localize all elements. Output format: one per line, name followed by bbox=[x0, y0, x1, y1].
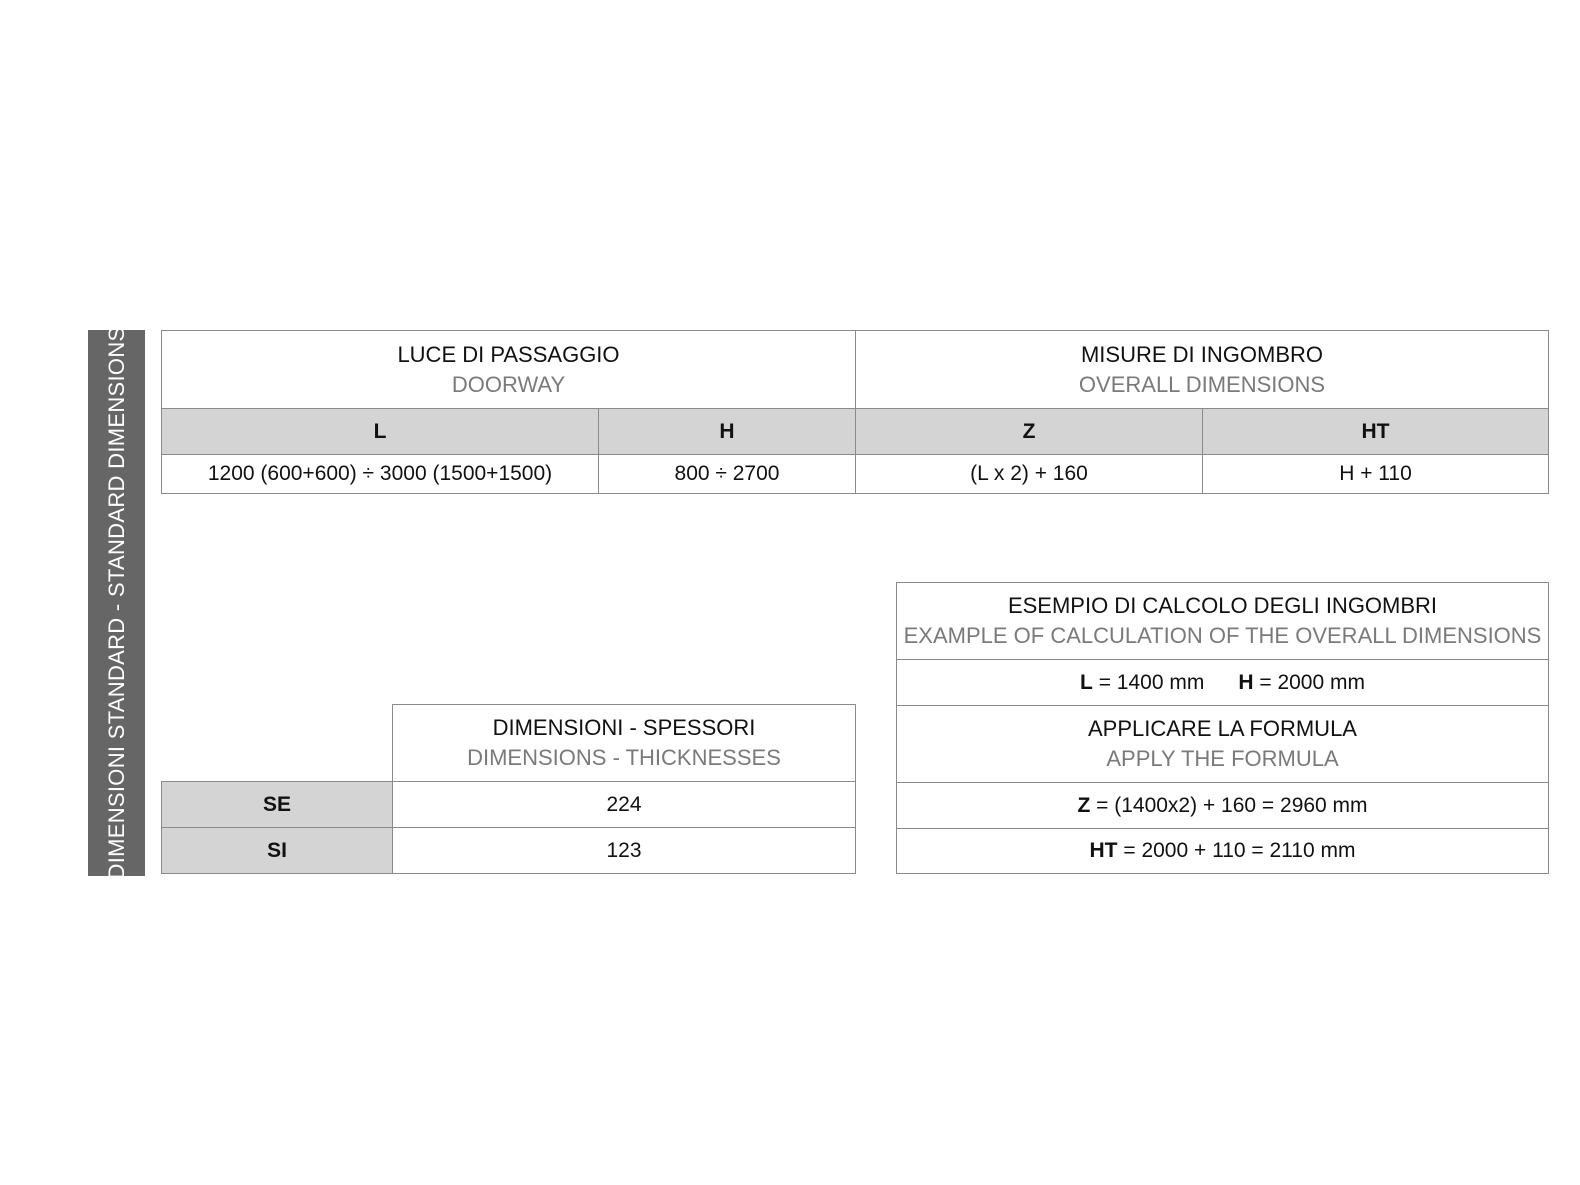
result-ht: HT = 2000 + 110 = 2110 mm bbox=[1089, 839, 1356, 862]
sidebar-banner bbox=[88, 326, 145, 880]
thickness-row-value: 123 bbox=[606, 838, 642, 862]
thickness-header-cell bbox=[393, 705, 855, 781]
thickness-table-header bbox=[392, 704, 856, 782]
column-header-h: H bbox=[599, 409, 856, 455]
value-h: 800 ÷ 2700 bbox=[599, 455, 856, 493]
sidebar-label: DIMENSIONI STANDARD - STANDARD DIMENSIONS bbox=[103, 326, 129, 880]
input-l: L = 1400 mm bbox=[1080, 670, 1205, 694]
thickness-table bbox=[161, 781, 856, 874]
thickness-subtitle: DIMENSIONS - THICKNESSES bbox=[467, 745, 781, 770]
input-h: H = 2000 mm bbox=[1238, 670, 1365, 694]
thickness-row-value: 224 bbox=[393, 782, 855, 828]
doorway-title: LUCE DI PASSAGGIO bbox=[397, 341, 620, 367]
column-header-ht: HT bbox=[1203, 409, 1548, 455]
example-inputs-row bbox=[897, 660, 1548, 706]
result-z: Z = (1400x2) + 160 = 2960 mm bbox=[897, 783, 1548, 829]
example-title: ESEMPIO DI CALCOLO DEGLI INGOMBRI bbox=[1007, 593, 1438, 618]
doorway-subtitle: DOORWAY bbox=[451, 371, 566, 397]
doorway-header bbox=[162, 331, 856, 409]
formula-header bbox=[897, 706, 1548, 783]
column-header-l: L bbox=[162, 409, 599, 455]
value-ht: H + 110 bbox=[1339, 462, 1412, 485]
overall-subtitle: OVERALL DIMENSIONS bbox=[1078, 371, 1326, 397]
example-header bbox=[897, 583, 1548, 660]
standard-dimensions-table bbox=[161, 330, 1549, 494]
calculation-example-table bbox=[896, 582, 1549, 874]
formula-subtitle: APPLY THE FORMULA bbox=[1106, 746, 1339, 771]
value-z: (L x 2) + 160 bbox=[856, 455, 1203, 493]
formula-title: APPLICARE LA FORMULA bbox=[1088, 716, 1357, 741]
thickness-title: DIMENSIONI - SPESSORI bbox=[492, 715, 756, 740]
value-l: 1200 (600+600) ÷ 3000 (1500+1500) bbox=[162, 455, 599, 493]
example-subtitle: EXAMPLE OF CALCULATION OF THE OVERALL DIMENSIONS bbox=[903, 623, 1542, 648]
overall-header bbox=[856, 331, 1548, 409]
thickness-row-label: SE bbox=[162, 782, 393, 828]
column-header-z: Z bbox=[856, 409, 1203, 455]
thickness-row-label: SI bbox=[162, 828, 393, 873]
overall-title: MISURE DI INGOMBRO bbox=[1080, 341, 1323, 367]
